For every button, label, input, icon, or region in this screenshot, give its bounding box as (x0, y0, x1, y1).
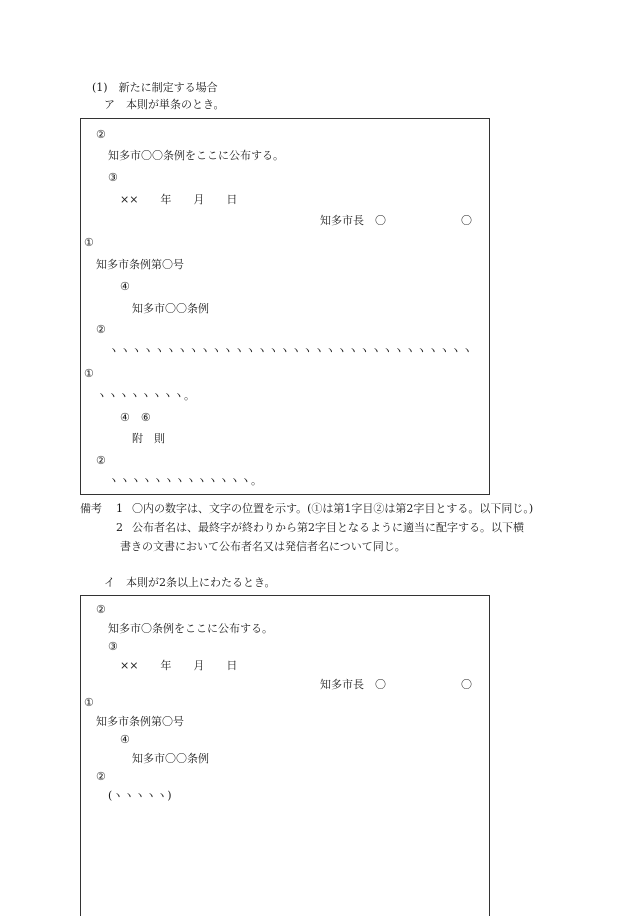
position-marker: ③ (108, 640, 118, 653)
position-marker: ③ (108, 171, 118, 184)
note-2-text-cont: 書きの文書において公布者名又は発信者名について同じ。 (120, 540, 406, 553)
proclamation-text: 知多市〇〇条例をここに公布する。 (108, 149, 284, 162)
position-marker: ② (96, 454, 106, 467)
subsection-a-heading: ア 本則が単条のとき。 (104, 98, 225, 111)
position-marker: ② (96, 603, 106, 616)
ordinance-title: 知多市〇〇条例 (132, 302, 209, 315)
note-1-text: 〇内の数字は、文字の位置を示す。(①は第1字目②は第2字目とする。以下同じ。) (132, 502, 534, 515)
ordinance-number: 知多市条例第〇号 (96, 715, 184, 728)
proclamation-text: 知多市〇条例をここに公布する。 (108, 622, 273, 635)
position-marker: ④ ⑥ (120, 411, 151, 424)
subsection-i-heading: イ 本則が2条以上にわたるとき。 (104, 576, 276, 589)
position-marker: ② (96, 770, 106, 783)
note-2-text: 公布者名は、最終字が終わりから第2字目となるように適当に配字する。以下横 (132, 521, 524, 534)
ordinance-title: 知多市〇〇条例 (132, 752, 209, 765)
mayor-name: 知多市長 〇 (320, 678, 386, 691)
position-marker: ① (84, 696, 94, 709)
article-caption: (ヽヽヽヽヽ) (108, 789, 172, 802)
supplementary-body: ヽヽヽヽヽヽヽヽヽヽヽヽヽ。 (108, 474, 262, 487)
mayor-name-end: 〇 (461, 678, 472, 691)
section-heading: (1) 新たに制定する場合 (92, 81, 218, 94)
date-line: ×× 年 月 日 (120, 193, 238, 206)
note-number: 2 (116, 521, 123, 534)
mayor-name-end: 〇 (461, 214, 472, 227)
mayor-name: 知多市長 〇 (320, 214, 386, 227)
position-marker: ② (96, 323, 106, 336)
position-marker: ④ (120, 280, 130, 293)
position-marker: ② (96, 128, 106, 141)
position-marker: ④ (120, 733, 130, 746)
note-number: 1 (116, 502, 123, 515)
position-marker: ① (84, 236, 94, 249)
date-line: ×× 年 月 日 (120, 659, 238, 672)
supplementary-heading: 附 則 (132, 432, 165, 445)
position-marker: ① (84, 367, 94, 380)
notes-label: 備考 (80, 502, 102, 515)
body-text-line: ヽヽヽヽヽヽヽヽヽヽヽヽヽヽヽヽヽヽヽヽヽヽヽヽヽヽヽヽヽヽヽヽ (108, 344, 473, 357)
body-text-end: ヽヽヽヽヽヽヽヽ。 (96, 389, 195, 402)
ordinance-number: 知多市条例第〇号 (96, 258, 184, 271)
